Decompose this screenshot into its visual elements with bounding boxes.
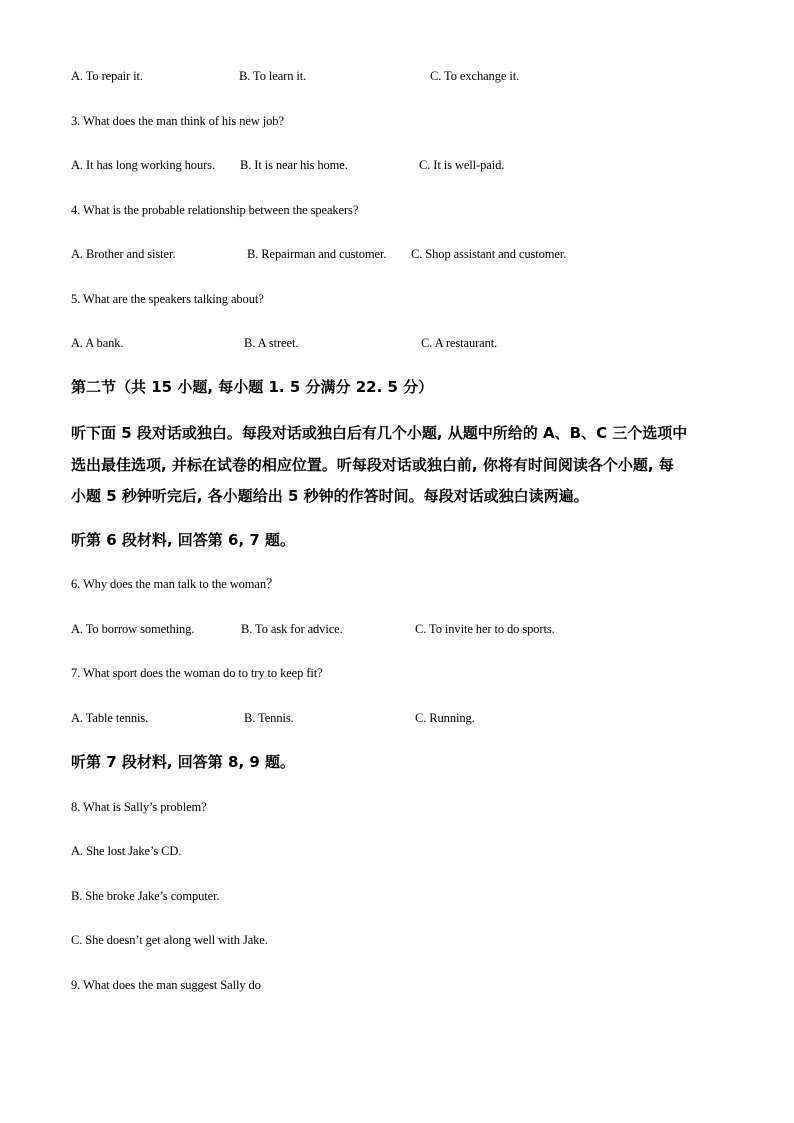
q4-question: 4. What is the probable relationship between the speakers?: [71, 203, 359, 217]
q6-option-a: A. To borrow something.: [71, 622, 195, 636]
instructions-line-3: 小题 5 秒钟听完后, 各小题给出 5 秒钟的作答时间。每段对话或独白读两遍。: [71, 487, 589, 505]
q3-option-a: A. It has long working hours.: [71, 158, 215, 172]
q5-option-c: C. A restaurant.: [421, 336, 498, 350]
q9-question: 9. What does the man suggest Sally do: [71, 978, 261, 992]
q4-option-a: A. Brother and sister.: [71, 247, 176, 261]
q3-option-c: C. It is well-paid.: [419, 158, 505, 172]
q2-option-b: B. To learn it.: [239, 69, 307, 83]
q8-question: 8. What is Sally’s problem?: [71, 800, 207, 814]
q2-option-c: C. To exchange it.: [430, 69, 520, 83]
q7-option-b: B. Tennis.: [244, 711, 294, 725]
q4-option-b: B. Repairman and customer.: [247, 247, 387, 261]
q8-option-c: C. She doesn’t get along well with Jake.: [71, 933, 268, 947]
q6-option-b: B. To ask for advice.: [241, 622, 343, 636]
q8-option-a: A. She lost Jake’s CD.: [71, 844, 182, 858]
q3-option-b: B. It is near his home.: [240, 158, 348, 172]
q4-option-c: C. Shop assistant and customer.: [411, 247, 567, 261]
q3-question: 3. What does the man think of his new job?: [71, 114, 284, 128]
q5-option-a: A. A bank.: [71, 336, 124, 350]
section-heading: 第二节（共 15 小题, 每小题 1. 5 分满分 22. 5 分）: [71, 378, 434, 396]
q5-question: 5. What are the speakers talking about?: [71, 292, 264, 306]
q7-question: 7. What sport does the woman do to try to keep fit?: [71, 666, 323, 680]
q6-option-c: C. To invite her to do sports.: [415, 622, 555, 636]
q5-option-b: B. A street.: [244, 336, 299, 350]
instructions-line-1: 听下面 5 段对话或独白。每段对话或独白后有几个小题, 从题中所给的 A、B、C 三个选项中: [71, 424, 688, 442]
q8-option-b: B. She broke Jake’s computer.: [71, 889, 220, 903]
q2-option-a: A. To repair it.: [71, 69, 143, 83]
material-7-heading: 听第 7 段材料, 回答第 8, 9 题。: [71, 753, 296, 771]
q7-option-c: C. Running.: [415, 711, 475, 725]
instructions-line-2: 选出最佳选项, 并标在试卷的相应位置。听每段对话或独白前, 你将有时间阅读各个小题, 每: [71, 456, 674, 474]
q7-option-a: A. Table tennis.: [71, 711, 149, 725]
q6-question: 6. Why does the man talk to the woman？: [71, 577, 279, 591]
material-6-heading: 听第 6 段材料, 回答第 6, 7 题。: [71, 531, 296, 549]
